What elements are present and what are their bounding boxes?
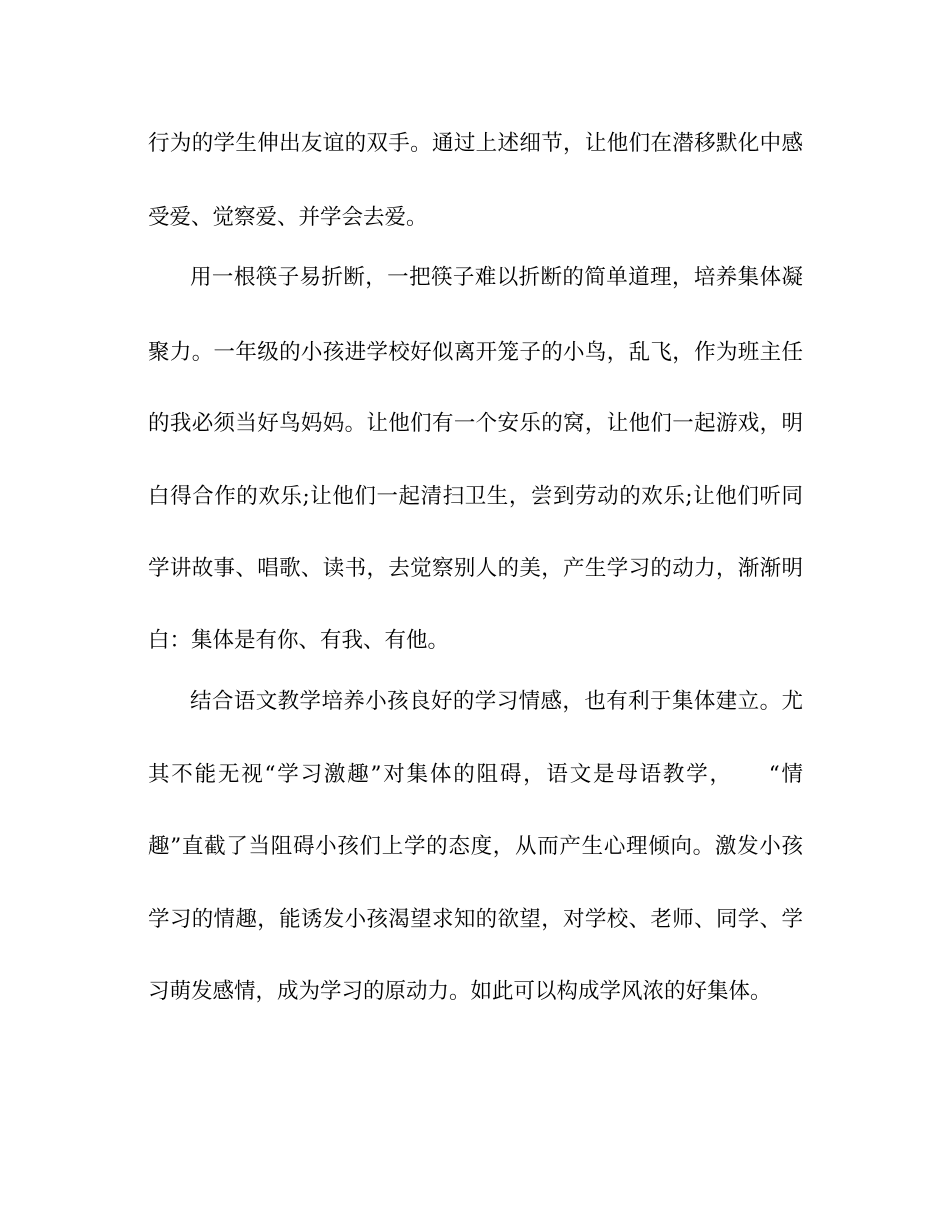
text-line: 趣”直截了当阻碍小孩们上学的态度，从而产生心理倾向。激发小孩 <box>148 834 803 859</box>
text-line: 习萌发感情，成为学习的原动力。如此可以构成学风浓的好集体。 <box>148 979 772 1004</box>
text-line: 的我必须当好鸟妈妈。让他们有一个安乐的窝，让他们一起游戏，明 <box>148 411 803 436</box>
text-line: 受爱、觉察爱、并学会去爱。 <box>148 205 428 230</box>
text-line: 学习的情趣，能诱发小孩渴望求知的欲望，对学校、老师、同学、学 <box>148 907 803 932</box>
text-line: 学讲故事、唱歌、读书，去觉察别人的美，产生学习的动力，渐渐明 <box>148 556 803 581</box>
text-line: 白得合作的欢乐;让他们一起清扫卫生，尝到劳动的欢乐;让他们听同 <box>148 484 803 509</box>
paragraph-first-line: 结合语文教学培养小孩良好的学习情感，也有利于集体建立。尤 <box>190 689 803 714</box>
text-line: 聚力。一年级的小孩进学校好似离开笼子的小鸟，乱飞，作为班主任 <box>148 340 803 365</box>
text-line: 其不能无视“学习激趣”对集体的阻碍，语文是母语教学， “情 <box>148 762 803 787</box>
text-line: 白：集体是有你、有我、有他。 <box>148 628 450 653</box>
paragraph-first-line: 用一根筷子易折断，一把筷子难以折断的简单道理，培养集体凝 <box>190 265 803 290</box>
text-line: 行为的学生伸出友谊的双手。通过上述细节，让他们在潜移默化中感 <box>148 131 803 156</box>
